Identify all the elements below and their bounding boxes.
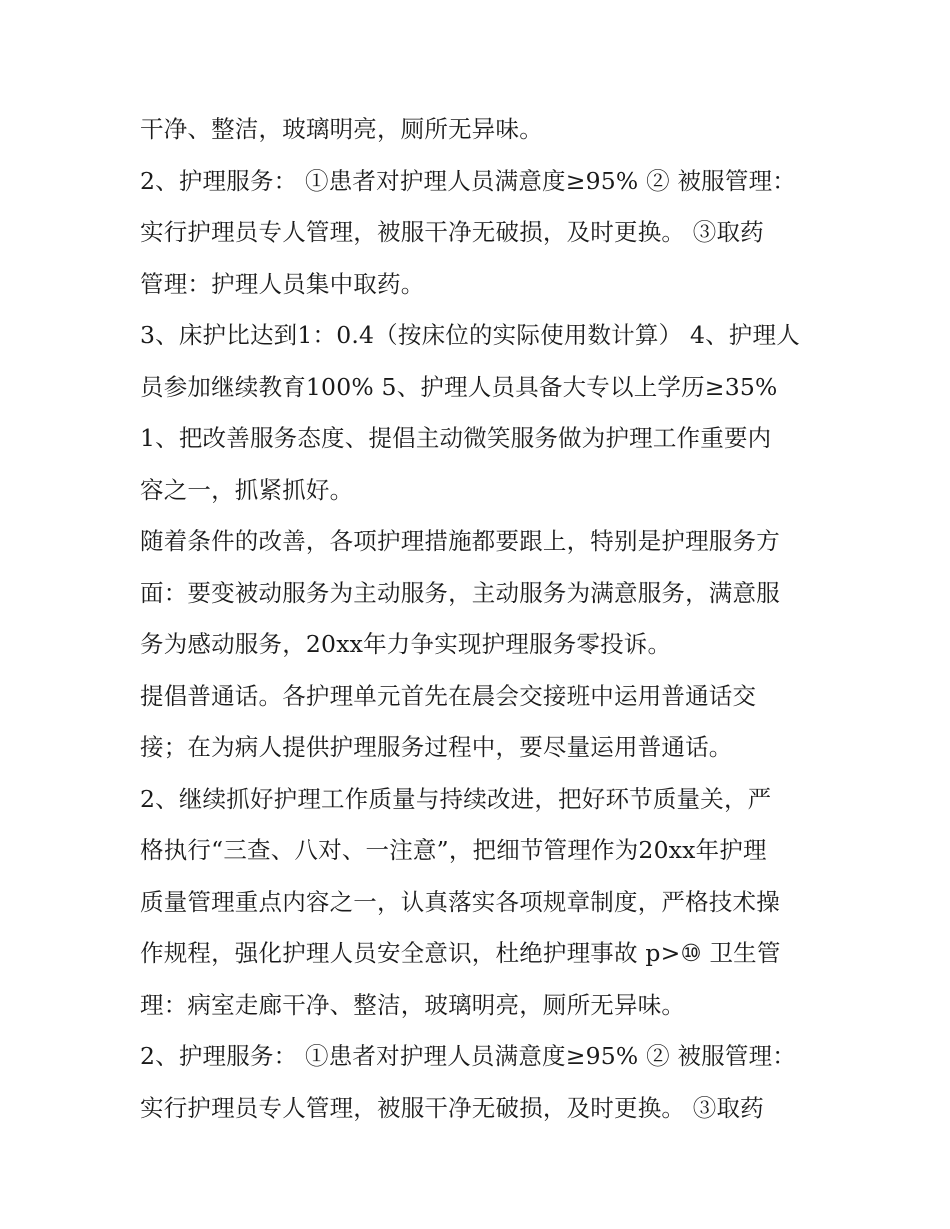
text-line: 管理：护理人员集中取药。 bbox=[140, 269, 425, 298]
text-line: 面：要变被动服务为主动服务，主动服务为满意服务，满意服 bbox=[140, 578, 780, 607]
text-line: 务为感动服务，20xx年力争实现护理服务零投诉。 bbox=[140, 630, 672, 658]
text-line: 提倡普通话。各护理单元首先在晨会交接班中运用普通话交 bbox=[140, 681, 757, 710]
text-line: 格执行“三查、八对、一注意”，把细节管理作为20xx年护理 bbox=[140, 836, 767, 864]
text-line: 实行护理员专人管理，被服干净无破损，及时更换。 ③取药 bbox=[140, 218, 764, 246]
text-line: 2、继续抓好护理工作质量与持续改进，把好环节质量关，严 bbox=[140, 784, 772, 813]
text-line: 2、护理服务： ①患者对护理人员满意度≥95% ② 被服管理： bbox=[140, 1042, 796, 1070]
text-line: 随着条件的改善，各项护理措施都要跟上，特别是护理服务方 bbox=[140, 527, 780, 555]
text-line: 实行护理员专人管理，被服干净无破损，及时更换。 ③取药 bbox=[140, 1093, 764, 1122]
text-line: 干净、整洁，玻璃明亮，厕所无异味。 bbox=[140, 115, 543, 143]
text-line: 员参加继续教育100% 5、护理人员具备大专以上学历≥35% bbox=[140, 372, 778, 401]
text-line: 接；在为病人提供护理服务过程中，要尽量运用普通话。 bbox=[140, 733, 733, 761]
text-line: 2、护理服务： ①患者对护理人员满意度≥95% ② 被服管理： bbox=[140, 166, 796, 195]
text-line: 3、床护比达到1：0.4（按床位的实际使用数计算） 4、护理人 bbox=[140, 321, 800, 349]
text-line: 1、把改善服务态度、提倡主动微笑服务做为护理工作重要内 bbox=[140, 424, 772, 452]
text-line: 容之一，抓紧抓好。 bbox=[140, 475, 354, 504]
document-body bbox=[140, 104, 820, 1134]
text-line: 作规程，强化护理人员安全意识，杜绝护理事故 p>⑩ 卫生管 bbox=[140, 939, 781, 967]
text-line: 质量管理重点内容之一，认真落实各项规章制度，严格技术操 bbox=[140, 887, 780, 916]
text-line: 理：病室走廊干净、整洁，玻璃明亮，厕所无异味。 bbox=[140, 990, 686, 1019]
